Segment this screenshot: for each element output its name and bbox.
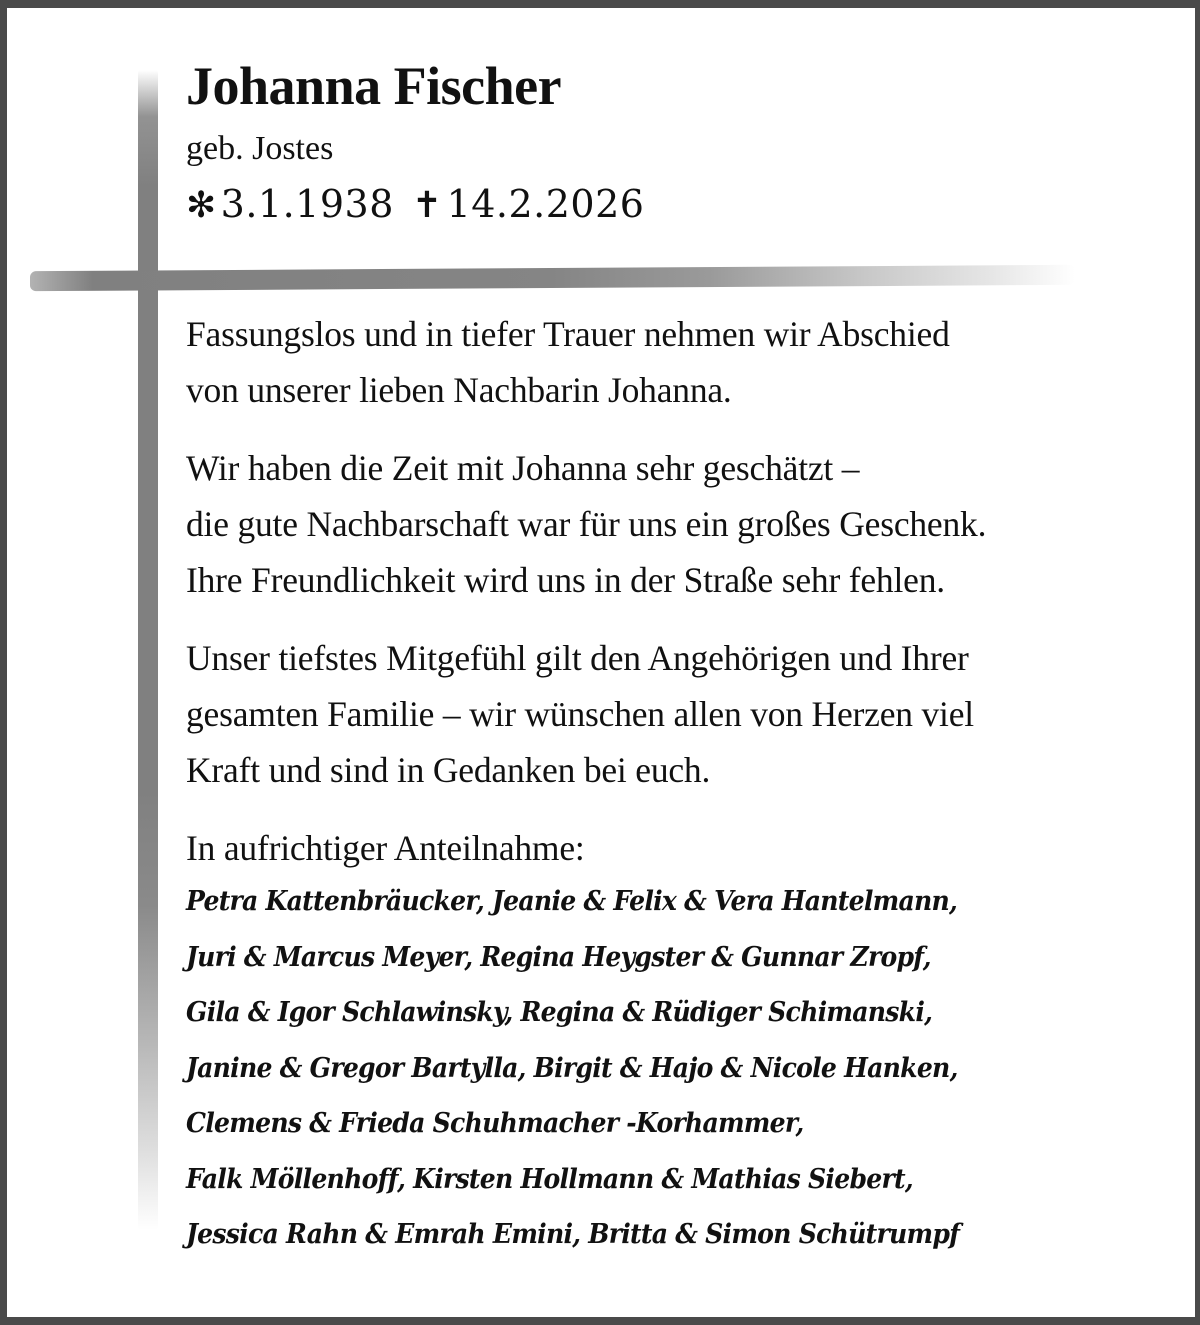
death-cross-icon: ✝ (411, 185, 443, 226)
text-line: Fassungslos und in tiefer Trauer nehmen wir Abschied (186, 314, 950, 354)
birth-date: 3.1.1938 (220, 182, 394, 226)
obituary-header (186, 50, 1166, 234)
text-line: gesamten Familie – wir wünschen allen von Herzen viel (186, 694, 974, 734)
signer-line: Gila & Igor Schlawinsky, Regina & Rüdiger Schimanski, (186, 997, 933, 1028)
closing (186, 820, 1166, 876)
closing-line: In aufrichtiger Anteilnahme: (186, 828, 585, 868)
signer-line: Juri & Marcus Meyer, Regina Heygster & Gunnar Zropf, (186, 941, 931, 973)
signer-line: Petra Kattenbräucker, Jeanie & Felix & Vera Hantelmann, (186, 886, 958, 917)
birth-star-icon: ✻ (186, 185, 217, 226)
cross-vertical-beam (138, 70, 158, 1230)
text-line: Kraft und sind in Gedanken bei euch. (186, 750, 711, 790)
signer-list (186, 874, 1097, 1263)
paragraph-memories (186, 440, 1166, 608)
text-line: Ihre Freundlichkeit wird uns in der Straße sehr fehlen. (186, 560, 945, 600)
obituary-body (186, 306, 1166, 1263)
paragraph-condolences (186, 630, 1166, 798)
signer-line: Janine & Gregor Bartylla, Birgit & Hajo & Nicole Hanken, (186, 1052, 958, 1084)
signer-line: Clemens & Frieda Schuhmacher -Korhammer, (186, 1108, 804, 1139)
signer-line: Jessica Rahn & Emrah Emini, Britta & Simon Schütrumpf (186, 1219, 960, 1250)
paragraph-farewell (186, 306, 1166, 418)
text-line: Unser tiefstes Mitgefühl gilt den Angehörigen und Ihrer (186, 638, 969, 678)
death-date: 14.2.2026 (446, 182, 645, 226)
life-dates (186, 176, 1166, 234)
maiden-name: geb. Jostes (186, 130, 334, 167)
text-line: die gute Nachbarschaft war für uns ein großes Geschenk. (186, 504, 987, 544)
deceased-name: Johanna Fischer (186, 56, 562, 116)
text-line: von unserer lieben Nachbarin Johanna. (186, 370, 732, 410)
text-line: Wir haben die Zeit mit Johanna sehr geschätzt – (186, 448, 860, 488)
signer-line: Falk Möllenhoff, Kirsten Hollmann & Mathias Siebert, (186, 1163, 913, 1195)
